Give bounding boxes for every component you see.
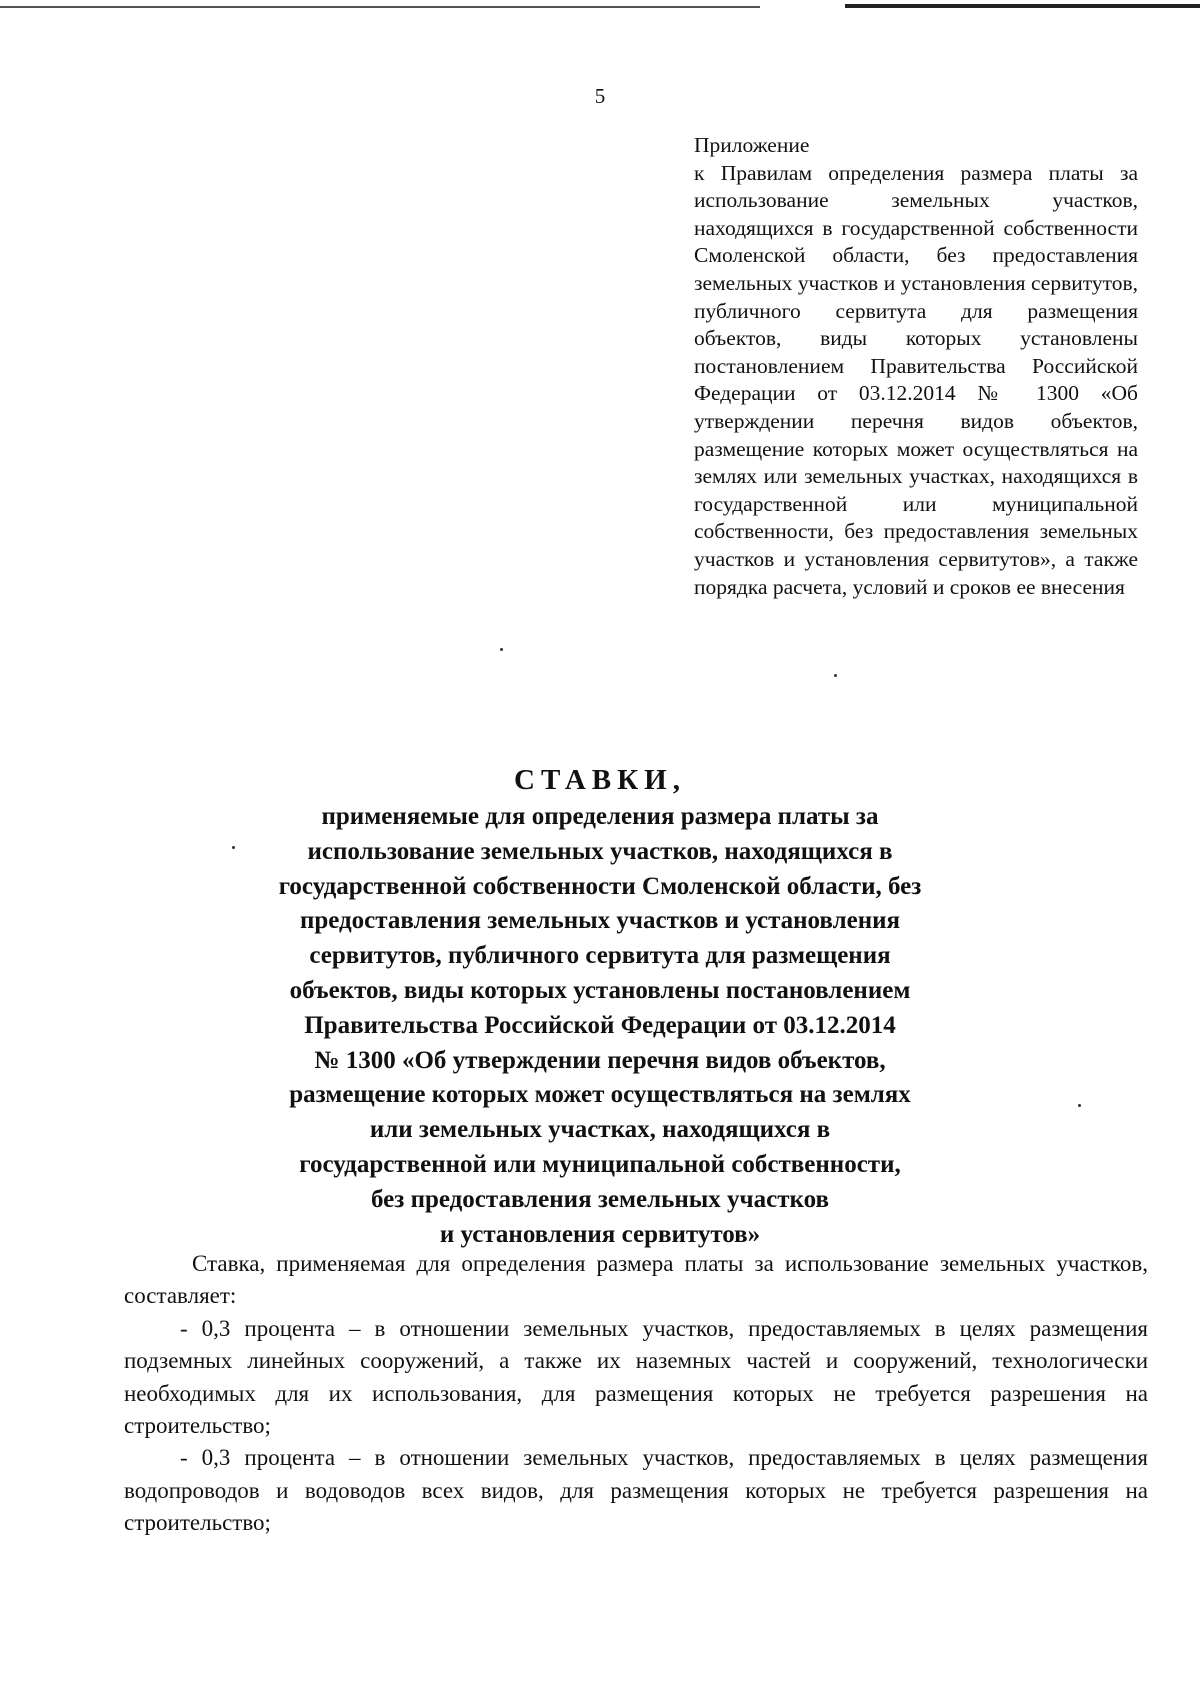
heading-line: использование земельных участков, находящихся в — [307, 837, 893, 865]
heading-line: государственной или муниципальной собственности, — [299, 1150, 901, 1178]
rate-item-paragraph: - 0,3 процента – в отношении земельных участков, предоставляемых в целях размещения подземных линейных сооружений, а также их наземных частей и сооружений, технологически необходимых для их использования, для размещения которых не требуется разрешения на строительство; — [124, 1315, 1148, 1439]
scan-speck — [1078, 1104, 1081, 1107]
heading-title: СТАВКИ, — [514, 764, 686, 796]
heading-line: предоставления земельных участков и установления — [299, 907, 901, 935]
heading-line: объектов, виды которых установлены постановлением — [289, 976, 911, 1004]
document-heading — [150, 760, 1050, 1252]
appendix-block — [694, 132, 1138, 601]
heading-line: и установления сервитутов» — [439, 1220, 761, 1248]
heading-line: без предоставления земельных участков — [371, 1185, 829, 1213]
heading-line: № 1300 «Об утверждении перечня видов объектов, — [314, 1046, 886, 1074]
scan-top-edge-line-bold — [845, 4, 1200, 8]
heading-line: или земельных участках, находящихся в — [369, 1116, 831, 1144]
page-number: 5 — [594, 84, 606, 108]
appendix-text: к Правилам определения размера платы за использование земельных участков, находящихся в государственной собственности Смоленской области, без предоставления земельных участков и установления сервитутов, публичного сервитута для размещения объектов, виды которых установлены постановлением Правительства Российской Федерации от 03.12.2014 № 1300 «Об утверждении перечня видов объектов, размещение которых может осуществляться на землях или земельных участках, находящихся в государственной или муниципальной собственности, без предоставления земельных участков и установления сервитутов», а также порядка расчета, условий и сроков ее внесения — [694, 160, 1138, 599]
heading-line: сервитутов, публичного сервитута для размещения — [309, 942, 891, 970]
heading-line: применяемые для определения размера платы за — [321, 803, 879, 830]
heading-line: государственной собственности Смоленской области, без — [278, 872, 922, 900]
appendix-label: Приложение — [694, 133, 810, 157]
heading-line: Правительства Российской Федерации от 03.12.2014 — [304, 1011, 896, 1039]
heading-line: размещение которых может осуществляться на землях — [289, 1081, 911, 1109]
body-intro-paragraph: Ставка, применяемая для определения размера платы за использование земельных участков, составляет: — [124, 1251, 1148, 1309]
rate-item-paragraph: - 0,3 процента – в отношении земельных участков, предоставляемых в целях размещения водопроводов и водоводов всех видов, для размещения которых не требуется разрешения на строительство; — [124, 1445, 1148, 1536]
scan-speck — [834, 674, 837, 677]
scan-top-edge-line — [0, 6, 760, 8]
body-text — [124, 1248, 1148, 1540]
scan-speck — [232, 846, 235, 849]
scan-speck — [500, 648, 503, 651]
